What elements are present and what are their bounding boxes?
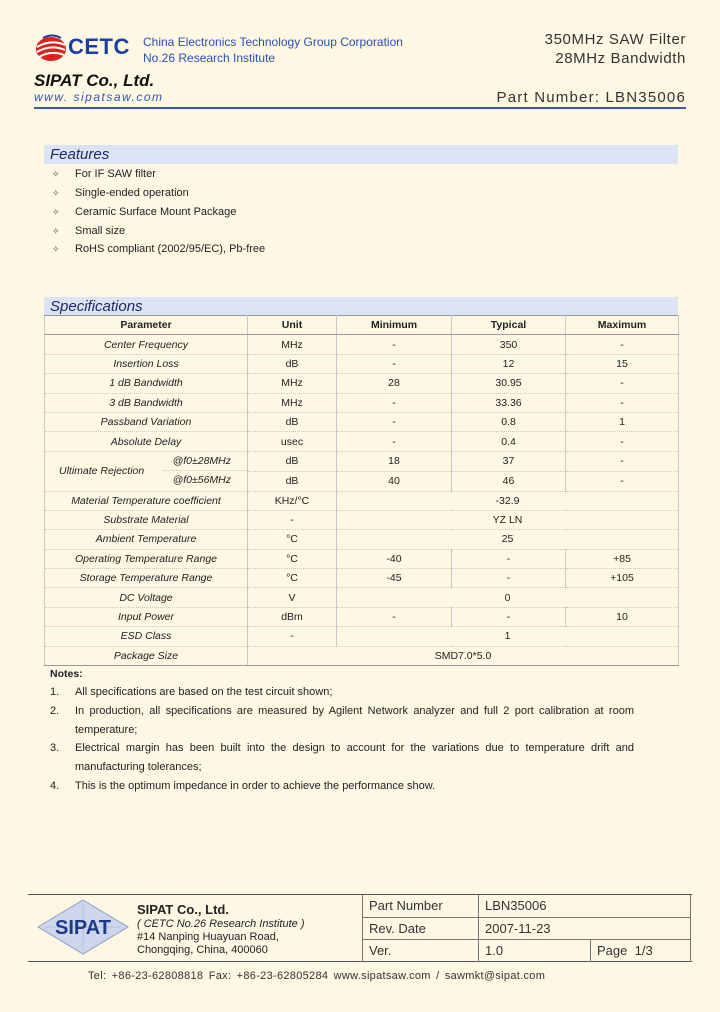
max-cell: +105 — [566, 569, 679, 588]
max-cell: 15 — [566, 354, 679, 373]
note-text: This is the optimum impedance in order to achieve the performance show. — [75, 780, 436, 792]
table-row — [45, 627, 679, 646]
specifications-table — [44, 315, 679, 666]
table-row — [45, 530, 679, 549]
feature-item: ✧ Ceramic Surface Mount Package — [52, 206, 237, 218]
parameter-name: Center Frequency — [45, 335, 248, 354]
max-cell: - — [566, 451, 679, 471]
table-row — [45, 549, 679, 568]
note-text: All specifications are based on the test circuit shown; — [75, 686, 333, 698]
footer-institute: ( CETC No.26 Research Institute ) — [137, 918, 305, 930]
typ-cell: 0.8 — [452, 412, 566, 431]
table-row — [45, 412, 679, 431]
value-cell: 0 — [337, 588, 679, 607]
min-cell: - — [337, 607, 452, 626]
note-text: In production, all specifications are measured by Agilent Network analyzer and full 2 port calibration at room temperature; — [75, 705, 634, 736]
unit-cell: dB — [248, 354, 337, 373]
value-cell: 25 — [337, 530, 679, 549]
diamond-bullet-icon: ✧ — [52, 188, 60, 198]
note-item — [50, 683, 634, 702]
table-row — [45, 432, 679, 451]
organization-name: China Electronics Technology Group Corporation — [143, 35, 403, 49]
version-value: 1.0 — [479, 940, 591, 962]
table-row — [45, 374, 679, 393]
unit-cell: dB — [248, 412, 337, 431]
column-header: Parameter — [45, 316, 248, 335]
min-cell: 18 — [337, 451, 452, 471]
parameter-name: DC Voltage — [45, 588, 248, 607]
institute-name: No.26 Research Institute — [143, 51, 276, 65]
unit-cell: - — [248, 510, 337, 529]
max-cell: - — [566, 335, 679, 354]
max-cell: 10 — [566, 607, 679, 626]
max-cell: - — [566, 374, 679, 393]
parameter-name: Ambient Temperature — [45, 530, 248, 549]
value-cell: YZ LN — [337, 510, 679, 529]
parameter-name: Ultimate Rejection — [59, 465, 145, 478]
typ-cell: 33.36 — [452, 393, 566, 412]
unit-cell: dB — [248, 451, 337, 471]
parameter-name: Passband Variation — [45, 412, 248, 431]
typ-cell: 0.4 — [452, 432, 566, 451]
table-row — [45, 646, 679, 665]
footer-address-line1: #14 Nanping Huayuan Road, — [137, 931, 279, 943]
version-label: Ver. — [363, 940, 479, 962]
footer-address-line2: Chongqing, China, 400060 — [137, 944, 268, 956]
unit-cell: MHz — [248, 393, 337, 412]
value-cell: SMD7.0*5.0 — [248, 646, 679, 665]
product-subtitle: 28MHz Bandwidth — [555, 50, 686, 67]
table-row — [45, 588, 679, 607]
diamond-bullet-icon: ✧ — [52, 226, 60, 236]
features-section-title: Features — [44, 145, 678, 164]
min-cell: -45 — [337, 569, 452, 588]
unit-cell: °C — [248, 549, 337, 568]
min-cell: 28 — [337, 374, 452, 393]
unit-cell: MHz — [248, 374, 337, 393]
unit-cell: dB — [248, 471, 337, 491]
footer-company-name: SIPAT Co., Ltd. — [137, 902, 229, 917]
min-cell: - — [337, 354, 452, 373]
max-cell: 1 — [566, 412, 679, 431]
note-item — [50, 777, 634, 796]
parameter-name: Package Size — [45, 646, 248, 665]
part-number-header: Part Number: LBN35006 — [496, 89, 686, 106]
table-row — [45, 607, 679, 626]
typ-cell: 12 — [452, 354, 566, 373]
product-title: 350MHz SAW Filter — [544, 31, 686, 48]
unit-cell: V — [248, 588, 337, 607]
feature-item: ✧ RoHS compliant (2002/95/EC), Pb-free — [52, 243, 266, 255]
feature-item: ✧ Single-ended operation — [52, 187, 189, 199]
unit-cell: usec — [248, 432, 337, 451]
specifications-section-title: Specifications — [44, 297, 678, 316]
typ-cell: 37 — [452, 451, 566, 471]
feature-item: ✧ Small size — [52, 225, 126, 237]
note-number: 1. — [50, 686, 60, 698]
unit-cell: °C — [248, 530, 337, 549]
min-cell: -40 — [337, 549, 452, 568]
note-number: 2. — [50, 705, 60, 717]
rev-date-label: Rev. Date — [363, 917, 479, 939]
unit-cell: MHz — [248, 335, 337, 354]
notes-title: Notes: — [50, 668, 83, 680]
column-header: Minimum — [337, 316, 452, 335]
table-header-row — [45, 316, 679, 335]
max-cell: +85 — [566, 549, 679, 568]
typ-cell: 350 — [452, 335, 566, 354]
typ-cell: - — [452, 569, 566, 588]
min-cell: - — [337, 393, 452, 412]
parameter-name: ESD Class — [45, 627, 248, 646]
note-item — [50, 702, 634, 740]
table-row — [363, 917, 691, 939]
unit-cell: KHz/°C — [248, 491, 337, 510]
typ-cell: 30.95 — [452, 374, 566, 393]
table-row — [45, 451, 679, 471]
min-cell: - — [337, 335, 452, 354]
page-indicator: Page 1/3 — [591, 940, 691, 962]
table-row — [363, 895, 691, 917]
value-cell: 1 — [337, 627, 679, 646]
parameter-name: Input Power — [45, 607, 248, 626]
feature-item: ✧ For IF SAW filter — [52, 168, 156, 180]
rejection-condition: @f0±56MHz — [172, 474, 231, 487]
note-item — [50, 739, 634, 777]
typ-cell: 46 — [452, 471, 566, 491]
parameter-name: Storage Temperature Range — [45, 569, 248, 588]
company-website-link[interactable]: www. sipatsaw.com — [34, 90, 164, 104]
parameter-name: Insertion Loss — [45, 354, 248, 373]
max-cell: - — [566, 471, 679, 491]
note-number: 4. — [50, 780, 60, 792]
column-header: Typical — [452, 316, 566, 335]
header-divider — [34, 107, 686, 109]
min-cell: - — [337, 432, 452, 451]
max-cell: - — [566, 393, 679, 412]
rejection-condition: @f0±28MHz — [163, 452, 247, 471]
rev-date-value: 2007-11-23 — [479, 917, 691, 939]
column-header: Unit — [248, 316, 337, 335]
typ-cell: - — [452, 549, 566, 568]
ultimate-rejection-cell — [45, 451, 248, 491]
document-info-table — [362, 895, 691, 962]
column-header: Maximum — [566, 316, 679, 335]
company-name: SIPAT Co., Ltd. — [34, 71, 155, 90]
sipat-logo-icon — [36, 898, 130, 956]
parameter-name: 3 dB Bandwidth — [45, 393, 248, 412]
table-row — [45, 335, 679, 354]
contact-info: Tel: +86-23-62808818 Fax: +86-23-62805284 www.sipatsaw.com / sawmkt@sipat.com — [88, 970, 546, 982]
cetc-logo-text: CETC — [68, 34, 130, 59]
parameter-name: Substrate Material — [45, 510, 248, 529]
value-cell: -32.9 — [337, 491, 679, 510]
unit-cell: - — [248, 627, 337, 646]
max-cell: - — [566, 432, 679, 451]
typ-cell: - — [452, 607, 566, 626]
part-number-label: Part Number — [363, 895, 479, 917]
diamond-bullet-icon: ✧ — [52, 169, 60, 179]
table-row — [363, 940, 691, 962]
min-cell: - — [337, 412, 452, 431]
table-row — [45, 354, 679, 373]
part-number-value: LBN35006 — [479, 895, 691, 917]
table-row — [45, 569, 679, 588]
parameter-name: Operating Temperature Range — [45, 549, 248, 568]
parameter-name: 1 dB Bandwidth — [45, 374, 248, 393]
diamond-bullet-icon: ✧ — [52, 207, 60, 217]
note-text: Electrical margin has been built into the design to account for the variations due to temperature drift and manufacturing tolerances; — [75, 742, 634, 773]
note-number: 3. — [50, 742, 60, 754]
unit-cell: dBm — [248, 607, 337, 626]
table-row — [45, 491, 679, 510]
sipat-logo-text: SIPAT — [55, 917, 111, 939]
table-row — [45, 393, 679, 412]
unit-cell: °C — [248, 569, 337, 588]
min-cell: 40 — [337, 471, 452, 491]
parameter-name: Material Temperature coefficient — [45, 491, 248, 510]
table-row — [45, 510, 679, 529]
parameter-name: Absolute Delay — [45, 432, 248, 451]
diamond-bullet-icon: ✧ — [52, 244, 60, 254]
